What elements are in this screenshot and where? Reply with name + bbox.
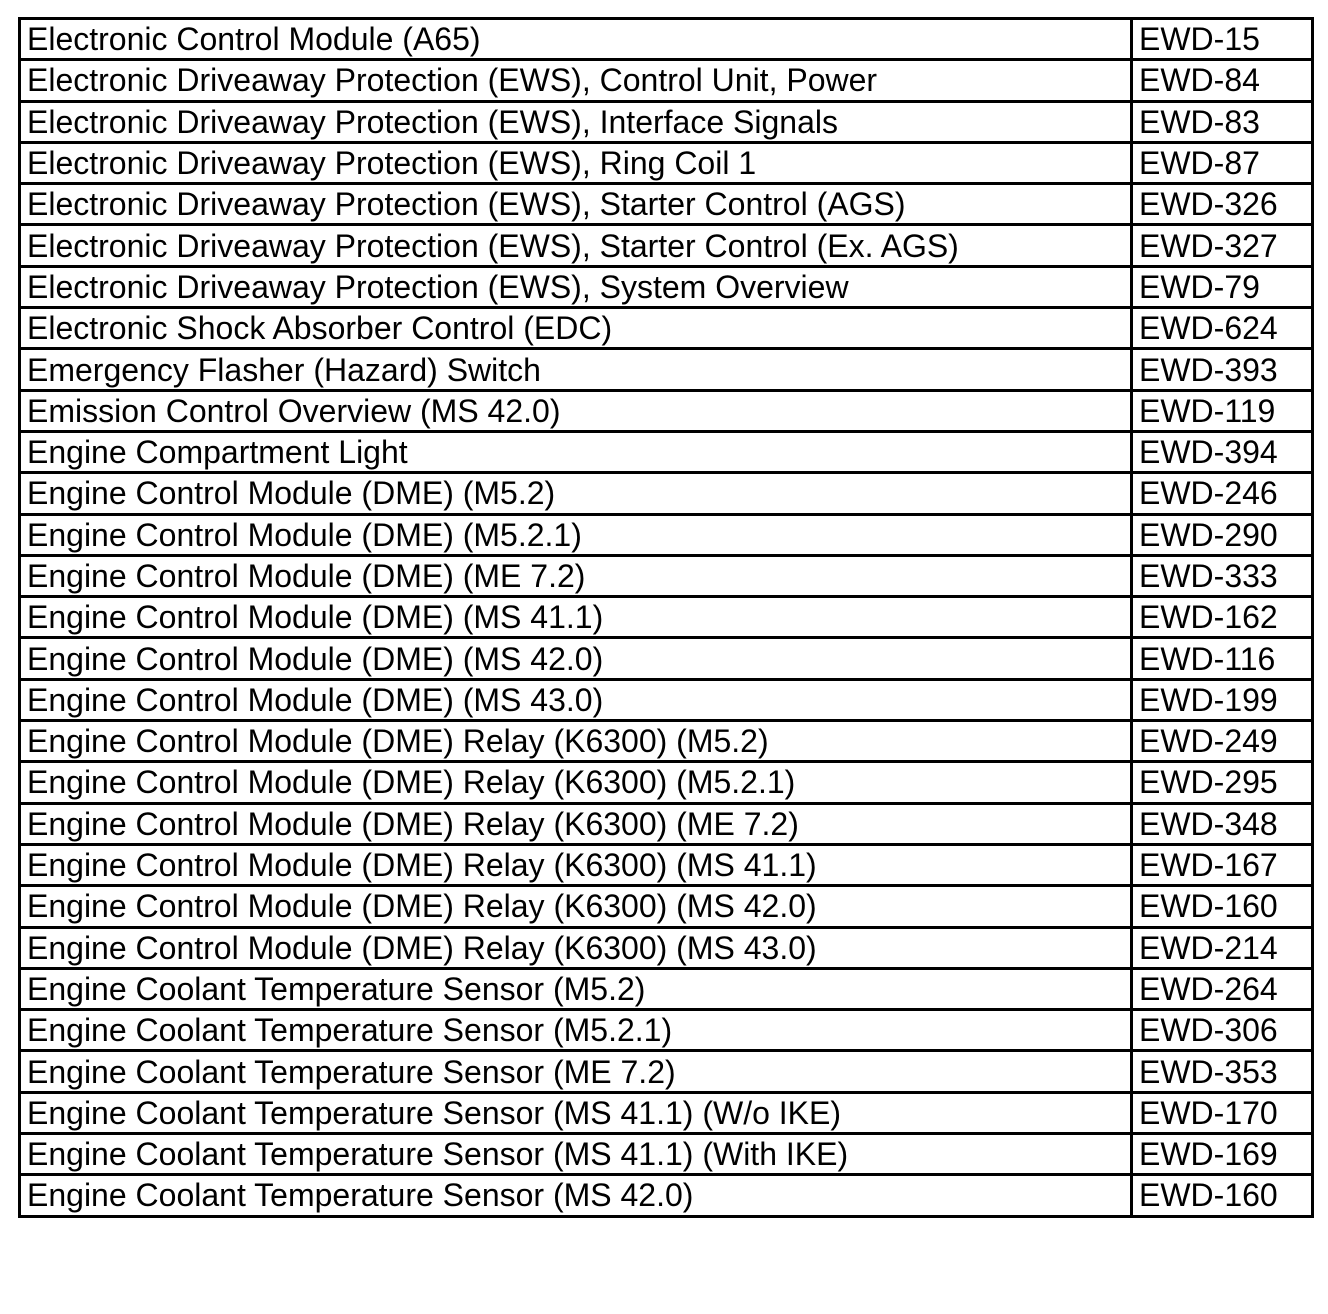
- table-row: [20, 19, 1313, 60]
- component-description-cell: Engine Control Module (DME) (MS 42.0): [20, 638, 1132, 679]
- table-row: [20, 597, 1313, 638]
- table-row: [20, 1051, 1313, 1092]
- wiring-diagram-index-table: [18, 17, 1314, 1218]
- table-row: [20, 927, 1313, 968]
- component-description-cell: Electronic Driveaway Protection (EWS), Ring Coil 1: [20, 142, 1132, 183]
- diagram-code-cell: EWD-249: [1132, 721, 1313, 762]
- table-row: [20, 886, 1313, 927]
- component-description-cell: Engine Coolant Temperature Sensor (MS 41.1) (W/o IKE): [20, 1092, 1132, 1133]
- table-row: [20, 803, 1313, 844]
- component-description-cell: Electronic Driveaway Protection (EWS), Interface Signals: [20, 101, 1132, 142]
- table-row: [20, 225, 1313, 266]
- component-description-cell: Engine Control Module (DME) Relay (K6300) (M5.2.1): [20, 762, 1132, 803]
- diagram-code-cell: EWD-199: [1132, 679, 1313, 720]
- component-description-cell: Engine Control Module (DME) (ME 7.2): [20, 555, 1132, 596]
- table-row: [20, 555, 1313, 596]
- diagram-code-cell: EWD-295: [1132, 762, 1313, 803]
- diagram-code-cell: EWD-116: [1132, 638, 1313, 679]
- diagram-code-cell: EWD-353: [1132, 1051, 1313, 1092]
- table-row: [20, 431, 1313, 472]
- component-description-cell: Engine Control Module (DME) Relay (K6300) (M5.2): [20, 721, 1132, 762]
- table-row: [20, 638, 1313, 679]
- component-description-cell: Engine Coolant Temperature Sensor (MS 42.0): [20, 1175, 1132, 1216]
- component-description-cell: Engine Control Module (DME) (MS 43.0): [20, 679, 1132, 720]
- diagram-code-cell: EWD-119: [1132, 390, 1313, 431]
- table-row: [20, 1175, 1313, 1216]
- diagram-code-cell: EWD-79: [1132, 266, 1313, 307]
- diagram-code-cell: EWD-393: [1132, 349, 1313, 390]
- component-description-cell: Engine Coolant Temperature Sensor (M5.2): [20, 968, 1132, 1009]
- table-row: [20, 60, 1313, 101]
- component-description-cell: Emergency Flasher (Hazard) Switch: [20, 349, 1132, 390]
- diagram-code-cell: EWD-326: [1132, 184, 1313, 225]
- diagram-code-cell: EWD-15: [1132, 19, 1313, 60]
- component-description-cell: Engine Control Module (DME) Relay (K6300) (MS 41.1): [20, 844, 1132, 885]
- component-description-cell: Electronic Shock Absorber Control (EDC): [20, 308, 1132, 349]
- component-description-cell: Engine Control Module (DME) (M5.2.1): [20, 514, 1132, 555]
- component-description-cell: Electronic Driveaway Protection (EWS), Starter Control (Ex. AGS): [20, 225, 1132, 266]
- diagram-code-cell: EWD-348: [1132, 803, 1313, 844]
- table-row: [20, 142, 1313, 183]
- diagram-code-cell: EWD-160: [1132, 1175, 1313, 1216]
- component-description-cell: Engine Control Module (DME) Relay (K6300) (ME 7.2): [20, 803, 1132, 844]
- table-row: [20, 721, 1313, 762]
- component-description-cell: Electronic Driveaway Protection (EWS), Control Unit, Power: [20, 60, 1132, 101]
- diagram-code-cell: EWD-167: [1132, 844, 1313, 885]
- table-row: [20, 101, 1313, 142]
- diagram-code-cell: EWD-264: [1132, 968, 1313, 1009]
- diagram-code-cell: EWD-87: [1132, 142, 1313, 183]
- index-table-body: [20, 19, 1313, 1217]
- table-row: [20, 844, 1313, 885]
- component-description-cell: Engine Coolant Temperature Sensor (M5.2.1): [20, 1010, 1132, 1051]
- component-description-cell: Engine Coolant Temperature Sensor (ME 7.2): [20, 1051, 1132, 1092]
- diagram-code-cell: EWD-306: [1132, 1010, 1313, 1051]
- component-description-cell: Emission Control Overview (MS 42.0): [20, 390, 1132, 431]
- table-row: [20, 762, 1313, 803]
- component-description-cell: Electronic Control Module (A65): [20, 19, 1132, 60]
- component-description-cell: Engine Control Module (DME) (MS 41.1): [20, 597, 1132, 638]
- table-row: [20, 308, 1313, 349]
- component-description-cell: Engine Control Module (DME) Relay (K6300) (MS 42.0): [20, 886, 1132, 927]
- table-row: [20, 184, 1313, 225]
- diagram-code-cell: EWD-83: [1132, 101, 1313, 142]
- table-row: [20, 1010, 1313, 1051]
- table-row: [20, 1134, 1313, 1175]
- component-description-cell: Engine Compartment Light: [20, 431, 1132, 472]
- table-row: [20, 266, 1313, 307]
- table-row: [20, 514, 1313, 555]
- table-row: [20, 473, 1313, 514]
- table-row: [20, 1092, 1313, 1133]
- diagram-code-cell: EWD-333: [1132, 555, 1313, 596]
- component-description-cell: Electronic Driveaway Protection (EWS), System Overview: [20, 266, 1132, 307]
- diagram-code-cell: EWD-624: [1132, 308, 1313, 349]
- diagram-code-cell: EWD-162: [1132, 597, 1313, 638]
- diagram-code-cell: EWD-214: [1132, 927, 1313, 968]
- table-row: [20, 390, 1313, 431]
- diagram-code-cell: EWD-170: [1132, 1092, 1313, 1133]
- diagram-code-cell: EWD-169: [1132, 1134, 1313, 1175]
- diagram-code-cell: EWD-290: [1132, 514, 1313, 555]
- table-row: [20, 679, 1313, 720]
- table-row: [20, 968, 1313, 1009]
- component-description-cell: Electronic Driveaway Protection (EWS), Starter Control (AGS): [20, 184, 1132, 225]
- diagram-code-cell: EWD-160: [1132, 886, 1313, 927]
- component-description-cell: Engine Coolant Temperature Sensor (MS 41.1) (With IKE): [20, 1134, 1132, 1175]
- diagram-code-cell: EWD-246: [1132, 473, 1313, 514]
- component-description-cell: Engine Control Module (DME) (M5.2): [20, 473, 1132, 514]
- diagram-code-cell: EWD-84: [1132, 60, 1313, 101]
- component-description-cell: Engine Control Module (DME) Relay (K6300) (MS 43.0): [20, 927, 1132, 968]
- diagram-code-cell: EWD-394: [1132, 431, 1313, 472]
- table-row: [20, 349, 1313, 390]
- diagram-code-cell: EWD-327: [1132, 225, 1313, 266]
